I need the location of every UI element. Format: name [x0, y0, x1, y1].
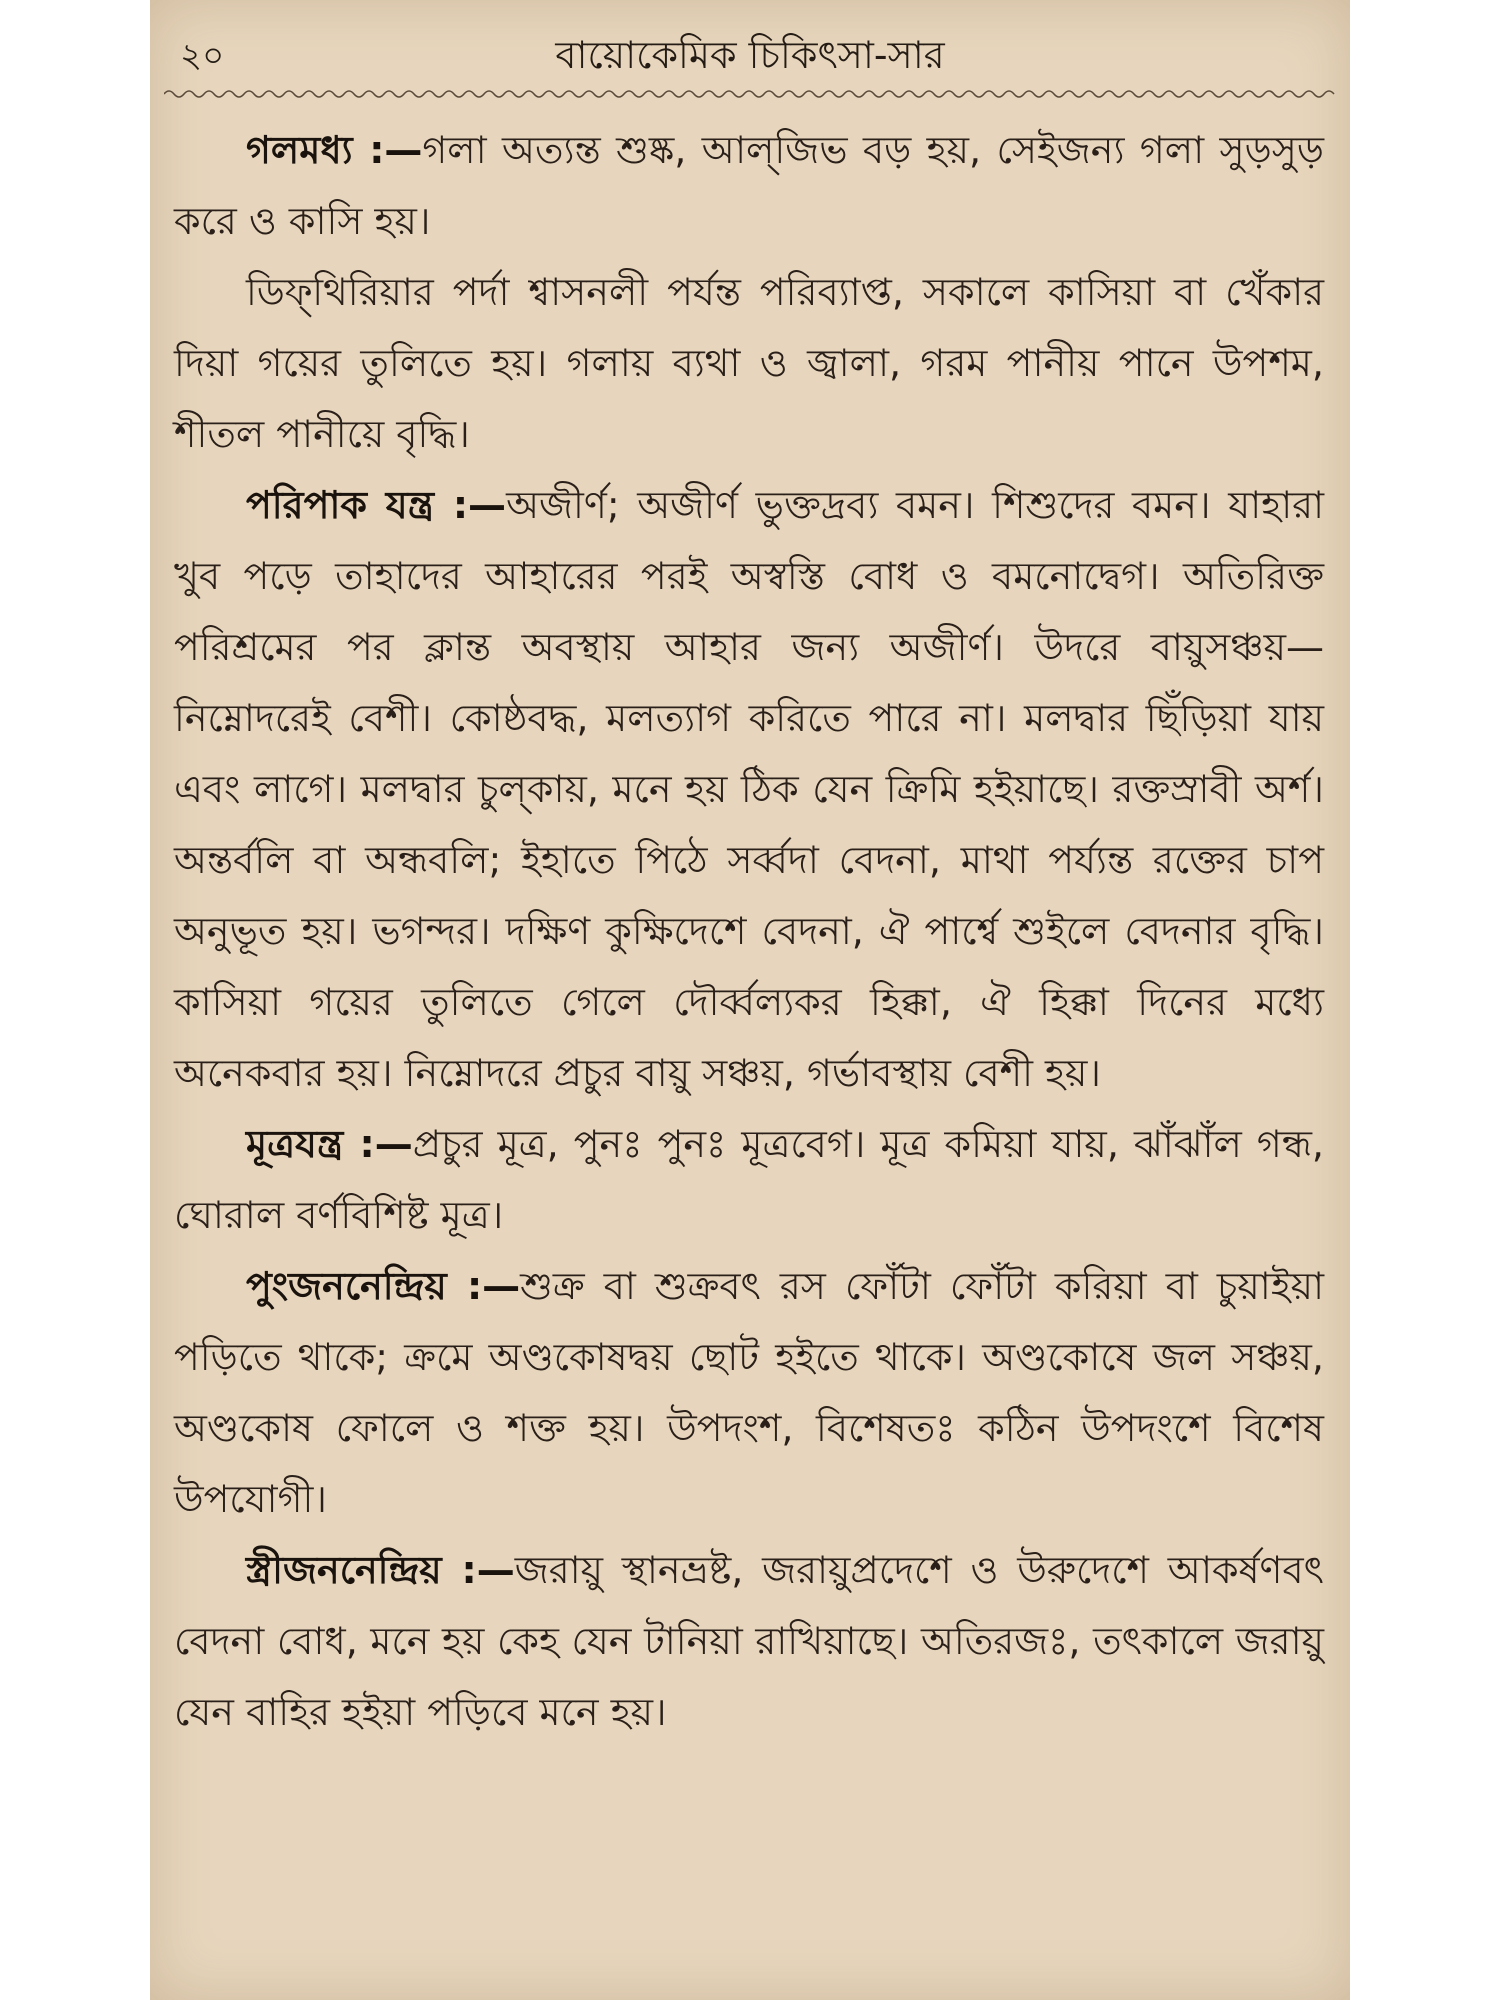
section-heading: গলমধ্য :— [246, 128, 423, 172]
header-wavy-rule [164, 88, 1336, 100]
paragraph-male-genital [174, 1251, 1324, 1535]
running-title: বায়োকেমিক চিকিৎসা-সার [555, 33, 945, 77]
paragraph-text: অজীর্ণ; অজীর্ণ ভুক্তদ্রব্য বমন। শিশুদের বমন। যাহারা খুব পড়ে তাহাদের আহারের পরই অস্বস্তি বোধ ও বমনোদ্বেগ। অতিরিক্ত পরিশ্রমের পর ক্লান্ত অবস্থায় আহার জন্য অজীর্ণ। উদরে বায়ুসঞ্চয়—নিম্নোদরেই বেশী। কোষ্ঠবদ্ধ, মলত্যাগ করিতে পারে না। মলদ্বার ছিঁড়িয়া যায় এবং লাগে। মলদ্বার চুল্‌কায়, মনে হয় ঠিক যেন ক্রিমি হইয়াছে। রক্তস্রাবী অর্শ। অন্তর্বলি বা অন্ধবলি; ইহাতে পিঠে সর্ব্বদা বেদনা, মাথা পর্য্যন্ত রক্তের চাপ অনুভূত হয়। ভগন্দর। দক্ষিণ কুক্ষিদেশে বেদনা, ঐ পার্শ্বে শুইলে বেদনার বৃদ্ধি। কাসিয়া গয়ের তুলিতে গেলে দৌর্ব্বল্যকর হিক্কা, ঐ হিক্কা দিনের মধ্যে অনেকবার হয়। নিম্নোদরে প্রচুর বায়ু সঞ্চয়, গর্ভাবস্থায় বেশী হয়। [174, 483, 1325, 1095]
paragraph-text: প্রচুর মূত্র, পুনঃ পুনঃ মূত্রবেগ। মূত্র কমিয়া যায়, ঝাঁঝাঁল গন্ধ, ঘোরাল বর্ণবিশিষ্ট মূত্র। [174, 1122, 1325, 1237]
paragraph-throat [174, 115, 1324, 257]
section-heading: মূত্রযন্ত্র :— [246, 1122, 413, 1166]
paragraph-text: গলা অত্যন্ত শুষ্ক, আল্‌জিভ বড় হয়, সেইজন্য গলা সুড়সুড় করে ও কাসি হয়। [174, 128, 1324, 243]
body-text [174, 115, 1324, 1748]
book-page [150, 0, 1350, 2000]
page-number: ২০ [180, 36, 225, 76]
paragraph-text: শুক্র বা শুক্রবৎ রস ফোঁটা ফোঁটা করিয়া বা চুয়াইয়া পড়িতে থাকে; ক্রমে অণ্ডকোষদ্বয় ছোট হইতে থাকে। অণ্ডকোষে জল সঞ্চয়, অণ্ডকোষ ফোলে ও শক্ত হয়। উপদংশ, বিশেষতঃ কঠিন উপদংশে বিশেষ উপযোগী। [174, 1264, 1324, 1521]
paragraph-diphtheria [174, 257, 1324, 470]
section-heading: পরিপাক যন্ত্র :— [246, 483, 507, 527]
paragraph-urinary [174, 1109, 1324, 1251]
paragraph-female-genital [174, 1535, 1324, 1748]
paragraph-text: জরায়ু স্থানভ্রষ্ট, জরায়ুপ্রদেশে ও উরুদেশে আকর্ষণবৎ বেদনা বোধ, মনে হয় কেহ যেন টানিয়া রাখিয়াছে। অতিরজঃ, তৎকালে জরায়ু যেন বাহির হইয়া পড়িবে মনে হয়। [174, 1548, 1324, 1734]
running-head [150, 0, 1350, 95]
paragraph-text: ডিফ্‌থিরিয়ার পর্দা শ্বাসনলী পর্যন্ত পরিব্যাপ্ত, সকালে কাসিয়া বা খেঁকার দিয়া গয়ের তুলিতে হয়। গলায় ব্যথা ও জ্বালা, গরম পানীয় পানে উপশম, শীতল পানীয়ে বৃদ্ধি। [174, 270, 1324, 456]
wavy-line [164, 91, 1334, 97]
section-heading: স্ত্রীজননেন্দ্রিয় :— [246, 1548, 515, 1592]
paragraph-digestive [174, 470, 1324, 1109]
section-heading: পুংজননেন্দ্রিয় :— [246, 1264, 521, 1308]
